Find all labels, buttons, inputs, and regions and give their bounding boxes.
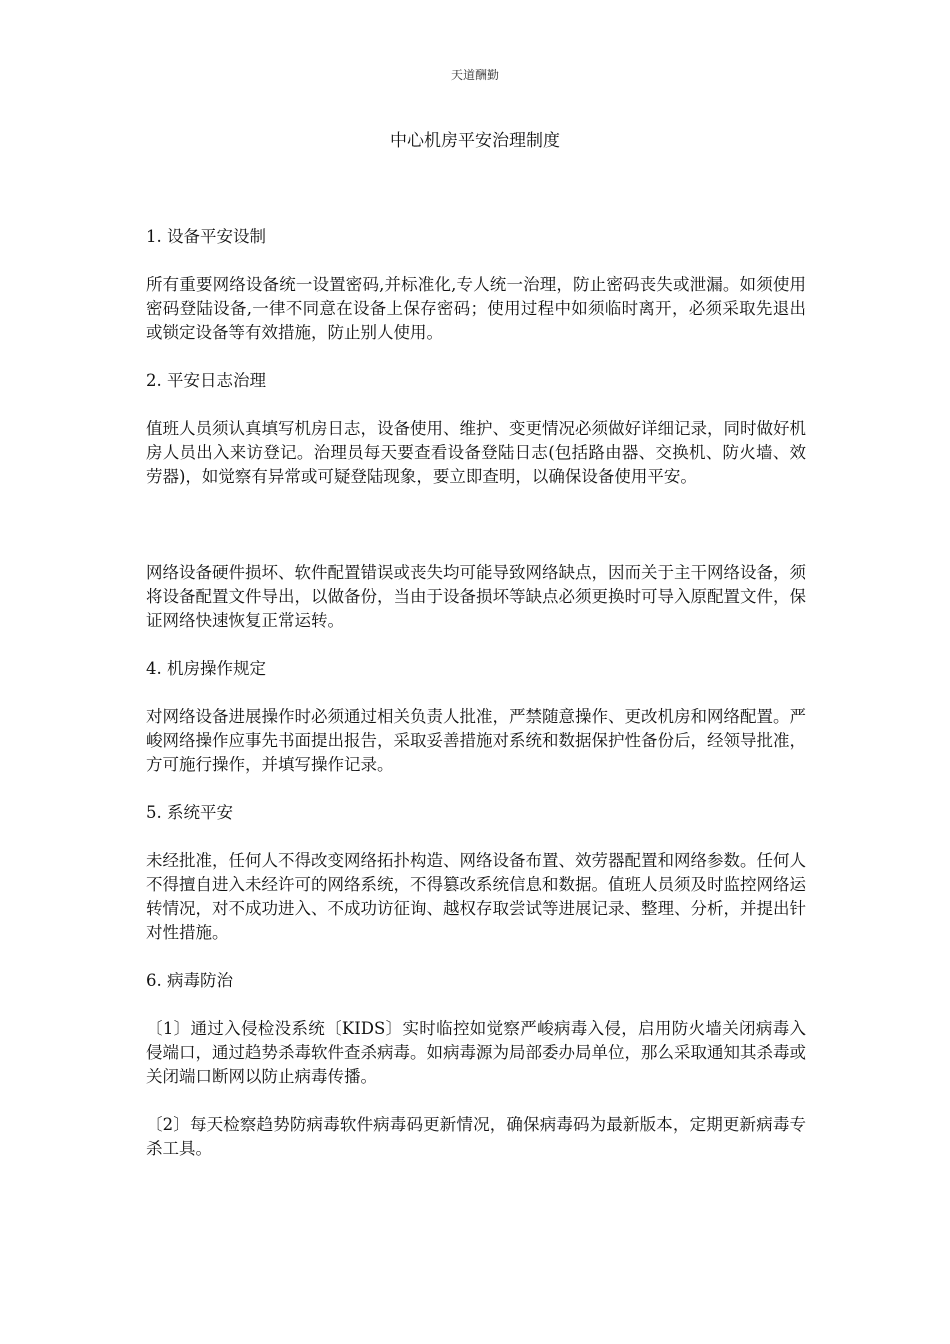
section-heading: 6. 病毒防治 <box>146 971 233 990</box>
section-paragraph: 对网络设备进展操作时必须通过相关负责人批准，严禁随意操作、更改机房和网络配置。严峻网络操作应事先书面提出报告，采取妥善措施对系统和数据保护性备份后，经领导批准，方可施行操作，并填写操作记录。 <box>146 707 806 774</box>
section-paragraph: 网络设备硬件损坏、软件配置错误或丧失均可能导致网络缺点，因而关于主干网络设备，须将设备配置文件导出，以做备份，当由于设备损坏等缺点必须更换时可导入原配置文件，保证网络快速恢复正常运转。 <box>146 563 806 630</box>
page-header: 天道酬勤 <box>450 68 499 82</box>
document-body <box>146 225 806 1185</box>
document-title: 中心机房平安治理制度 <box>390 131 560 151</box>
section-paragraph: 值班人员须认真填写机房日志，设备使用、维护、变更情况必须做好详细记录，同时做好机房人员出入来访登记。治理员每天要查看设备登陆日志(包括路由器、交换机、防火墙、效劳器)，如觉察有异常或可疑登陆现象，要立即查明，以确保设备使用平安。 <box>146 419 806 486</box>
section-paragraph: 所有重要网络设备统一设置密码,并标准化,专人统一治理，防止密码丧失或泄漏。如须使用密码登陆设备,一律不同意在设备上保存密码；使用过程中如须临时离开，必须采取先退出或锁定设备等有效措施，防止别人使用。 <box>146 275 806 342</box>
section-heading: 1. 设备平安设制 <box>146 227 266 246</box>
section-heading: 5. 系统平安 <box>146 803 233 822</box>
blank-gap <box>146 513 806 561</box>
section-heading: 2. 平安日志治理 <box>146 371 266 390</box>
section-paragraph: 未经批准，任何人不得改变网络拓扑构造、网络设备布置、效劳器配置和网络参数。任何人不得擅自进入未经许可的网络系统，不得篡改系统信息和数据。值班人员须及时监控网络运转情况，对不成功进入、不成功访征询、越权存取尝试等进展记录、整理、分析，并提出针对性措施。 <box>146 851 806 942</box>
section-heading: 4. 机房操作规定 <box>146 659 266 678</box>
section-paragraph: 〔1〕通过入侵检没系统〔KIDS〕实时临控如觉察严峻病毒入侵，启用防火墙关闭病毒入侵端口，通过趋势杀毒软件查杀病毒。如病毒源为局部委办局单位，那么采取通知其杀毒或关闭端口断网以防止病毒传播。 <box>146 1019 806 1086</box>
section-paragraph: 〔2〕每天检察趋势防病毒软件病毒码更新情况，确保病毒码为最新版本，定期更新病毒专杀工具。 <box>146 1115 806 1158</box>
